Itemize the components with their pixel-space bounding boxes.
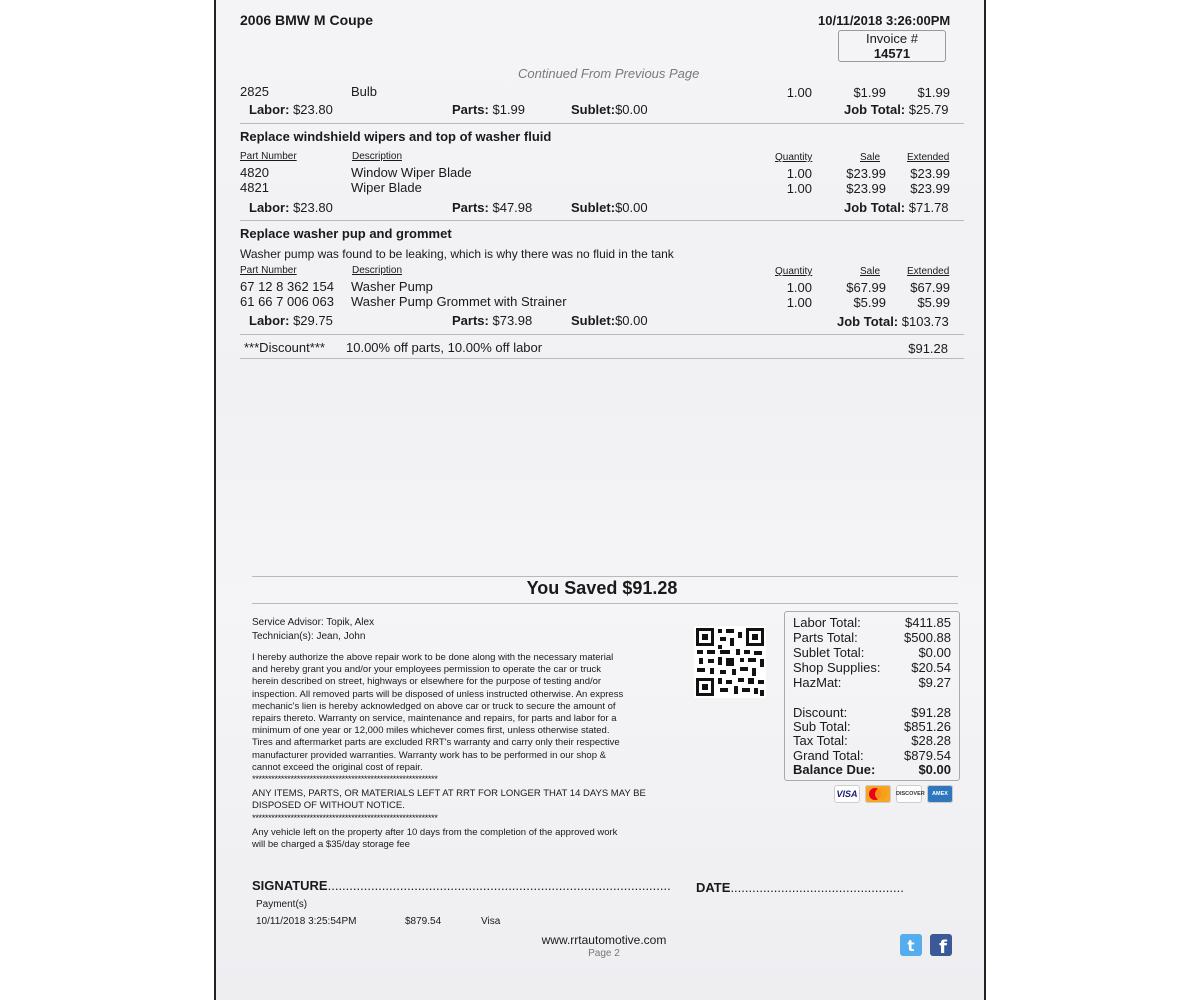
job-title: Replace windshield wipers and top of washer fluid: [240, 129, 552, 144]
payment-method: Visa: [481, 916, 501, 927]
total-label: Labor Total:: [793, 615, 861, 630]
job-sublet: [571, 313, 648, 328]
discover-card-icon: DISCOVER: [896, 785, 922, 803]
part-sale: $67.99: [846, 280, 886, 295]
part-number: 67 12 8 362 154: [240, 279, 334, 294]
invoice-label: Invoice #: [865, 31, 919, 46]
total-row-shop-supplies: [793, 660, 951, 675]
terms-line: will be charged a $35/day storage fee: [252, 839, 410, 851]
mastercard-icon: [865, 785, 891, 803]
discount-amount: $91.28: [908, 341, 948, 356]
terms-line: DISPOSED OF WITHOUT NOTICE.: [252, 800, 405, 812]
parts-value: $1.99: [492, 102, 526, 117]
total-value: $0.00: [918, 762, 951, 777]
signature-dots: ...............................................................................................: [327, 878, 671, 893]
job-parts: [452, 102, 525, 117]
part-description: Wiper Blade: [351, 180, 422, 195]
parts-label: Parts:: [452, 102, 489, 117]
service-advisor: Service Advisor: Topik, Alex: [252, 617, 375, 628]
job-parts: [452, 200, 532, 215]
terms-separator: **********************************************************: [252, 774, 438, 786]
sublet-label: Sublet:: [571, 313, 616, 328]
parts-value: $47.98: [492, 200, 533, 215]
divider: [252, 603, 958, 604]
total-row-parts: [793, 630, 951, 645]
part-quantity: 1.00: [786, 280, 812, 295]
discount-label: ***Discount***: [244, 340, 325, 355]
total-value: $500.88: [904, 630, 951, 645]
part-extended: $67.99: [910, 280, 950, 295]
part-quantity: 1.00: [786, 166, 812, 181]
payment-date: 10/11/2018 3:25:54PM: [256, 916, 357, 927]
facebook-icon[interactable]: [930, 934, 952, 956]
date-line: [696, 880, 904, 895]
col-sale: Sale: [860, 266, 881, 277]
svg-text:f: f: [939, 937, 947, 956]
part-quantity: 1.00: [786, 295, 812, 310]
total-label: Discount:: [793, 705, 848, 720]
divider: [240, 334, 964, 335]
job-total-value: $25.79: [908, 102, 949, 117]
total-value: $0.00: [918, 645, 951, 660]
total-value: $411.85: [904, 615, 951, 630]
divider: [252, 576, 958, 577]
part-description: Bulb: [351, 84, 378, 99]
job-total-label: Job Total:: [844, 200, 906, 215]
job-total: [844, 102, 949, 117]
website-link[interactable]: www.rrtautomotive.com: [541, 933, 667, 947]
total-label: Shop Supplies:: [793, 660, 881, 675]
job-total: [844, 200, 949, 215]
part-number: 4821: [240, 180, 269, 195]
total-label: Balance Due:: [793, 762, 876, 777]
twitter-bird-icon: [900, 934, 922, 956]
technicians: Technician(s): Jean, John: [252, 631, 366, 642]
total-label: HazMat:: [793, 675, 842, 690]
terms-line: inspection. All removed parts will be disposed of unless instructed otherwise. An express: [252, 688, 624, 700]
terms-line: I hereby authorize the above repair work to be done along with the necessary material: [252, 652, 614, 663]
job-sublet: [571, 200, 648, 215]
job-labor: [249, 102, 333, 117]
terms-line: manufacturer provided warranties. Warranty work has to be performed in our shop &: [252, 749, 606, 761]
part-description: Washer Pump Grommet with Strainer: [351, 294, 567, 309]
invoice-page: [214, 0, 986, 1000]
parts-value: $73.98: [492, 313, 533, 328]
part-sale: $23.99: [846, 166, 886, 181]
continued-note: Continued From Previous Page: [518, 66, 700, 81]
terms-line: repairs thereto. Warranty on service, maintenance and repairs, for parts and labor for a: [252, 713, 617, 725]
page-number: Page 2: [588, 948, 620, 959]
total-value: $20.54: [911, 660, 951, 675]
col-description: Description: [352, 265, 403, 276]
amex-card-icon: AMEX: [927, 785, 953, 803]
col-description: Description: [352, 151, 403, 162]
job-total-label: Job Total:: [844, 102, 906, 117]
total-label: Grand Total:: [793, 748, 864, 763]
job-total: [837, 314, 949, 329]
job-parts: [452, 313, 532, 328]
job-note: Washer pump was found to be leaking, which is why there was no fluid in the tank: [240, 247, 674, 261]
job-total-value: $71.78: [908, 200, 949, 215]
col-quantity: Quantity: [775, 266, 813, 277]
signature-label: SIGNATURE: [252, 878, 328, 893]
divider: [240, 123, 964, 124]
terms-line: and hereby grant you and/or your employees permission to operate the car or truck: [252, 664, 602, 676]
parts-label: Parts:: [452, 200, 489, 215]
terms-line: herein described on street, highways or elsewhere for the purpose of testing and/or: [252, 676, 602, 688]
job-labor: [249, 200, 333, 215]
terms-line: mechanic's lien is hereby acknowledged on above car or truck to secure the amount of: [252, 700, 616, 712]
sublet-label: Sublet:: [571, 200, 616, 215]
part-description: Window Wiper Blade: [351, 165, 472, 180]
total-label: Sub Total:: [793, 719, 851, 734]
part-extended: $23.99: [910, 166, 950, 181]
job-sublet: [571, 102, 648, 117]
job-total-value: $103.73: [901, 314, 949, 329]
date-label: DATE: [696, 880, 731, 895]
terms-line: minimum of one year or 12,000 miles whichever comes first, unless otherwise stated.: [252, 725, 610, 737]
part-description: Washer Pump: [351, 279, 433, 294]
job-labor: [249, 313, 333, 328]
total-row-subtotal: [793, 719, 951, 734]
terms-line: ANY ITEMS, PARTS, OR MATERIALS LEFT AT RRT FOR LONGER THAT 14 DAYS MAY BE: [252, 788, 646, 800]
date-dots: ................................................: [730, 880, 904, 895]
col-part-number: Part Number: [240, 151, 297, 162]
part-number: 2825: [240, 84, 269, 99]
part-sale: $1.99: [853, 85, 886, 100]
part-extended: $5.99: [917, 295, 950, 310]
total-row-tax: [793, 733, 951, 748]
col-sale: Sale: [860, 152, 881, 163]
total-value: $28.28: [911, 733, 951, 748]
vehicle-title: 2006 BMW M Coupe: [240, 12, 374, 28]
part-extended: $23.99: [910, 181, 950, 196]
part-extended: $1.99: [917, 85, 950, 100]
labor-value: $23.80: [293, 200, 333, 215]
total-row-sublet: [793, 645, 951, 660]
part-number: 4820: [240, 165, 269, 180]
col-extended: Extended: [907, 152, 950, 163]
total-label: Tax Total:: [793, 733, 848, 748]
sublet-value: $0.00: [615, 200, 648, 215]
terms-line: cannot exceed the original cost of repair.: [252, 761, 423, 773]
divider: [240, 220, 964, 221]
you-saved-banner: You Saved $91.28: [526, 578, 678, 598]
col-part-number: Part Number: [240, 265, 297, 276]
authorization-terms: [252, 652, 646, 851]
total-row-grand: [793, 748, 951, 763]
parts-label: Parts:: [452, 313, 489, 328]
visa-card-icon: VISA: [834, 785, 860, 803]
job-total-label: Job Total:: [837, 314, 899, 329]
part-quantity: 1.00: [786, 181, 812, 196]
total-value: $879.54: [904, 748, 951, 763]
qr-code: [694, 626, 766, 698]
terms-separator: **********************************************************: [252, 812, 438, 824]
sublet-label: Sublet:: [571, 102, 616, 117]
total-row-discount: [793, 705, 951, 720]
labor-label: Labor:: [249, 200, 290, 215]
svg-text:t: t: [907, 937, 915, 955]
part-quantity: 1.00: [786, 85, 812, 100]
payment-amount: $879.54: [405, 916, 442, 927]
discount-description: 10.00% off parts, 10.00% off labor: [346, 340, 543, 355]
part-sale: $5.99: [853, 295, 886, 310]
invoice-number: 14571: [873, 46, 911, 61]
total-row-labor: [793, 615, 951, 630]
twitter-icon[interactable]: [900, 934, 922, 956]
invoice-number-box: [838, 30, 946, 62]
facebook-f-icon: [930, 934, 952, 956]
part-number: 61 66 7 006 063: [240, 294, 334, 309]
labor-value: $23.80: [293, 102, 333, 117]
part-sale: $23.99: [846, 181, 886, 196]
total-row-balance-due: [793, 762, 951, 777]
total-label: Sublet Total:: [793, 645, 865, 660]
total-value: $9.27: [918, 675, 951, 690]
mastercard-circles-icon: [865, 785, 891, 803]
total-row-hazmat: [793, 675, 951, 690]
terms-line: Any vehicle left on the property after 10 days from the completion of the approved work: [252, 826, 618, 838]
signature-line: [252, 878, 671, 893]
job-title: Replace washer pup and grommet: [240, 226, 452, 241]
invoice-datetime: 10/11/2018 3:26:00PM: [818, 13, 951, 28]
labor-value: $29.75: [293, 313, 333, 328]
totals-summary: [784, 611, 960, 781]
divider: [240, 358, 964, 359]
payments-label: Payment(s): [256, 899, 308, 910]
total-label: Parts Total:: [793, 630, 858, 645]
labor-label: Labor:: [249, 313, 290, 328]
total-value: $91.28: [911, 705, 951, 720]
col-extended: Extended: [907, 266, 950, 277]
total-value: $851.26: [904, 719, 951, 734]
terms-line: Tires and aftermarket parts are excluded RRT's warranty and carry only their respective: [252, 737, 620, 749]
sublet-value: $0.00: [615, 313, 648, 328]
labor-label: Labor:: [249, 102, 290, 117]
col-quantity: Quantity: [775, 152, 813, 163]
sublet-value: $0.00: [615, 102, 648, 117]
